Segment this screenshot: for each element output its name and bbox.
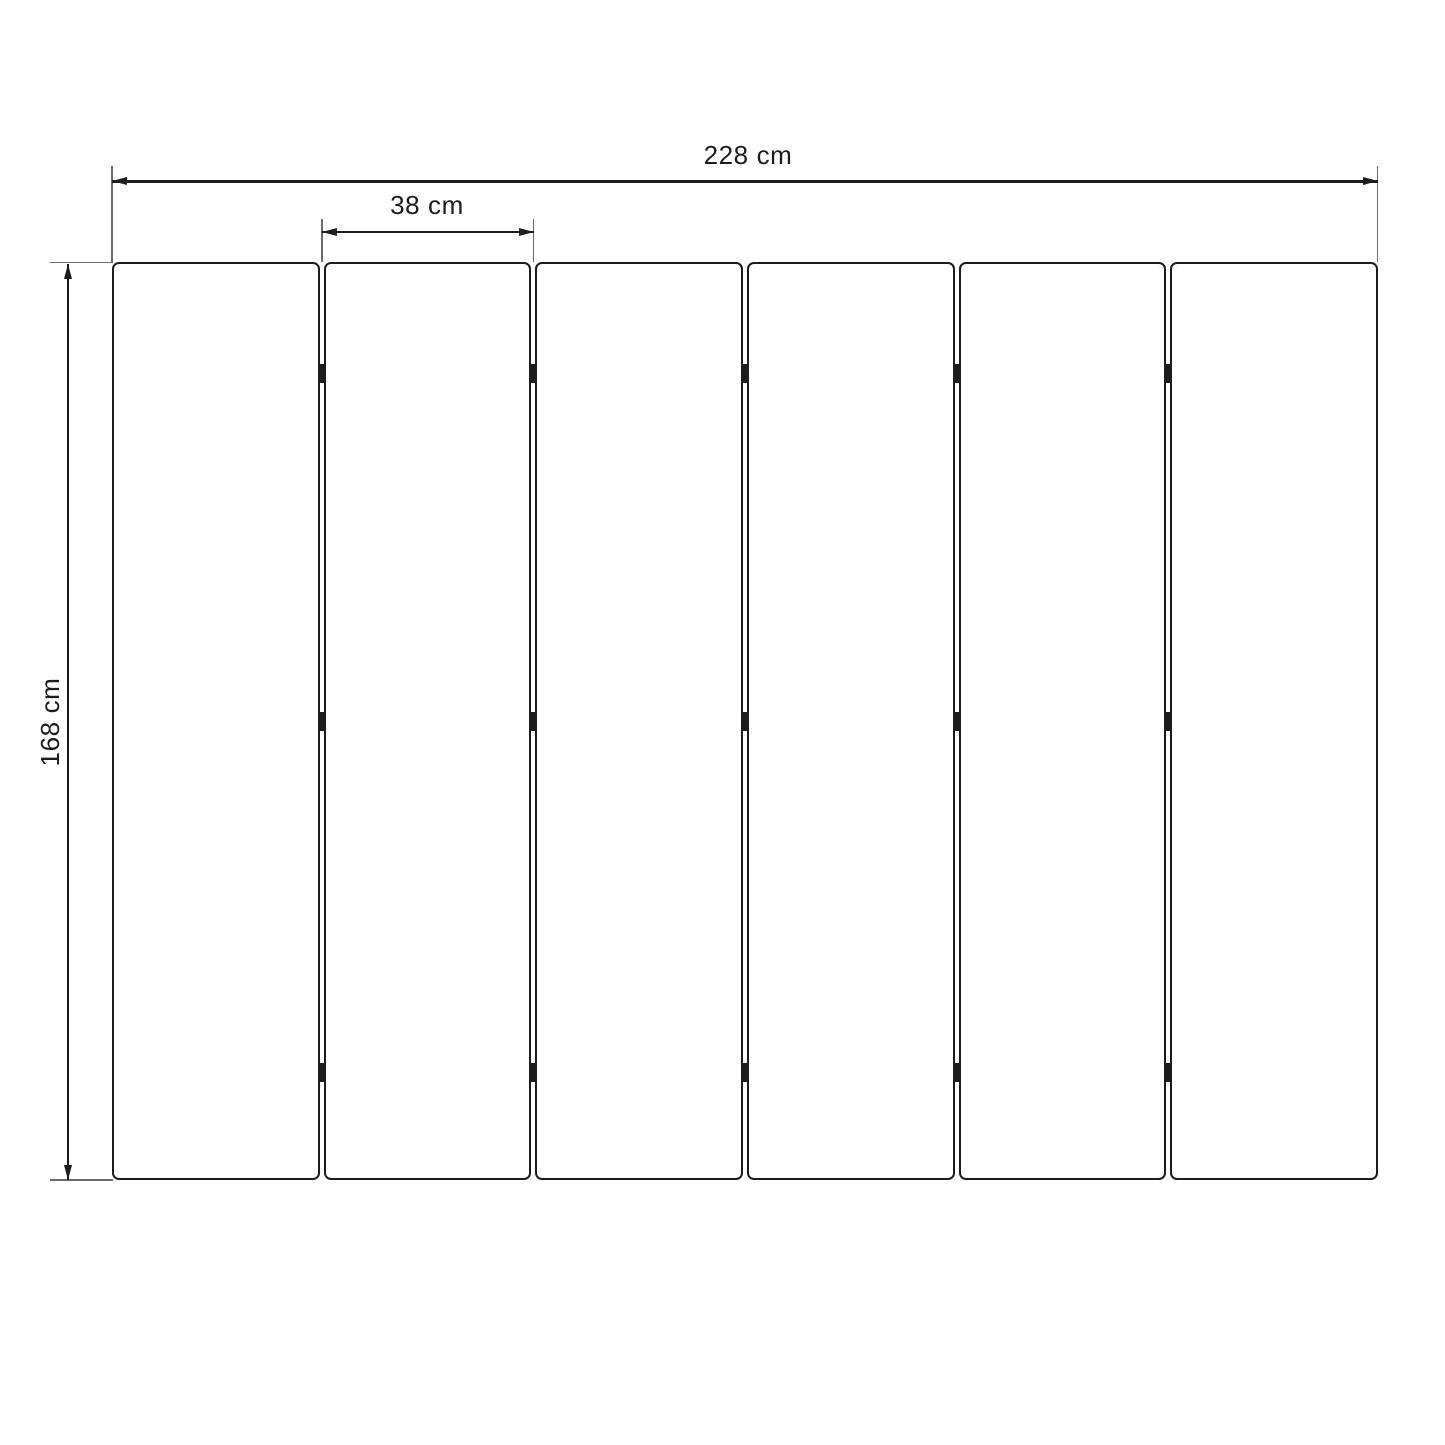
extension-line-height-bottom — [50, 1179, 113, 1181]
hinge-mark — [954, 712, 960, 731]
dimension-panel-width-line — [322, 231, 534, 234]
hinge-mark — [742, 364, 748, 383]
dimension-total-width-arrow-right — [1363, 177, 1378, 185]
hinge-mark — [954, 1063, 960, 1082]
panel — [324, 262, 532, 1180]
dimension-height-label: 168 cm — [35, 677, 65, 767]
panel — [747, 262, 955, 1180]
dimension-total-width-arrow-left — [112, 177, 127, 185]
hinge-mark — [530, 364, 536, 383]
hinge-mark — [319, 712, 325, 731]
hinge-mark — [1165, 364, 1171, 383]
extension-line-height-top — [50, 262, 113, 264]
hinge-mark — [530, 1063, 536, 1082]
dimension-total-width-label: 228 cm — [703, 140, 793, 170]
extension-line-panel-width-right — [533, 219, 535, 262]
dimension-panel-width-arrow-right — [519, 228, 534, 236]
hinge-mark — [530, 712, 536, 731]
hinge-mark — [319, 364, 325, 383]
hinge-mark — [1165, 1063, 1171, 1082]
dimension-height-arrow-up — [64, 264, 72, 279]
dimension-height-line — [67, 264, 70, 1180]
panel — [535, 262, 743, 1180]
hinge-mark — [1165, 712, 1171, 731]
extension-line-panel-width-left — [321, 219, 323, 262]
dimension-height-arrow-down — [64, 1165, 72, 1180]
dimension-panel-width-label: 38 cm — [390, 190, 464, 220]
panel — [1170, 262, 1378, 1180]
dimension-panel-width-arrow-left — [322, 228, 337, 236]
hinge-mark — [742, 1063, 748, 1082]
panel — [112, 262, 320, 1180]
dimension-total-width-line — [112, 180, 1378, 183]
panel — [959, 262, 1167, 1180]
hinge-mark — [954, 364, 960, 383]
hinge-mark — [319, 1063, 325, 1082]
hinge-mark — [742, 712, 748, 731]
